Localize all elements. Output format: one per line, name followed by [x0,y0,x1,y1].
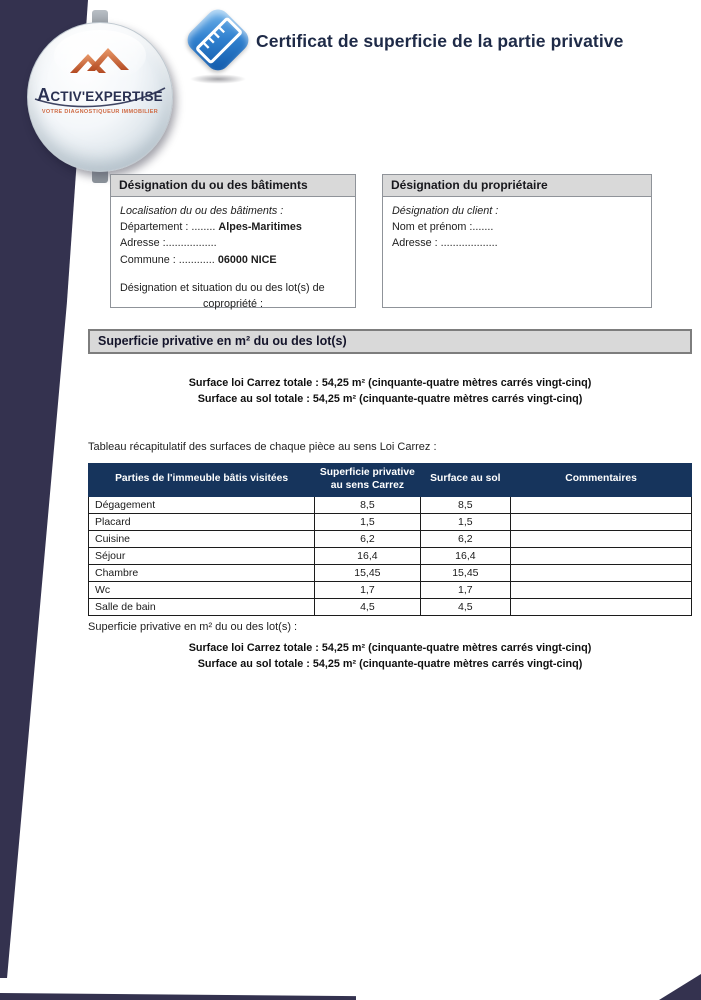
floor-cell: 1,5 [420,513,510,530]
location-label: Localisation du ou des bâtiments : [120,205,284,217]
col-header-floor: Surface au sol [420,464,510,497]
floor-total-line: Surface au sol totale : 54,25 m² (cinquante-quatre mètres carrés vingt-cinq) [197,658,583,671]
table-header-row [89,464,692,497]
buildings-box-header: Désignation du ou des bâtiments [111,175,355,197]
room-cell: Séjour [89,547,315,564]
lots-line1: Désignation et situation du ou des lot(s) de [120,281,325,294]
owner-box [382,174,652,308]
commune-value: 06000 NICE [217,253,277,266]
table-row [89,530,692,547]
room-cell: Dégagement [89,496,315,513]
carrez-cell: 8,5 [315,496,421,513]
buildings-box-body [111,197,355,318]
logo-brand-text: ACTIV'EXPERTISE [37,85,163,105]
col-header-carrez: Superficie privative au sens Carrez [315,464,421,497]
carrez-total-line: Surface loi Carrez totale : 54,25 m² (cinquante-quatre mètres carrés vingt-cinq) [188,377,592,389]
commune-label: Commune : ............ [120,253,215,266]
departement-label: Département : ........ [120,221,216,234]
lots-designation [120,280,346,312]
below-table-label: Superficie privative en m² du ou des lot(s) : [88,621,298,633]
totals-top [88,375,692,407]
carrez-cell: 16,4 [315,547,421,564]
surface-table [88,463,692,616]
floor-total-line: Surface au sol totale : 54,25 m² (cinquante-quatre mètres carrés vingt-cinq) [197,393,583,406]
owner-box-body [383,197,651,258]
table-row [89,598,692,615]
owner-box-header: Désignation du propriétaire [383,175,651,197]
table-row [89,513,692,530]
table-row [89,564,692,581]
floor-cell: 8,5 [420,496,510,513]
room-cell: Cuisine [89,530,315,547]
bottom-right-corner-band [659,974,701,1000]
floor-cell: 6,2 [420,530,510,547]
carrez-cell: 1,5 [315,513,421,530]
measure-badge-shadow [189,74,247,84]
comment-cell [511,530,692,547]
table-row [89,547,692,564]
table-row [89,496,692,513]
carrez-cell: 6,2 [315,530,421,547]
lots-line2: copropriété : [202,297,263,310]
client-label: Désignation du client : [392,205,499,217]
room-cell: Wc [89,581,315,598]
comment-cell [511,564,692,581]
floor-cell: 16,4 [420,547,510,564]
floor-cell: 1,7 [420,581,510,598]
measure-badge [180,6,258,86]
room-cell: Chambre [89,564,315,581]
owner-adresse-line: Adresse : ................... [392,237,498,250]
carrez-cell: 1,7 [315,581,421,598]
logo-tagline-text: VOTRE DIAGNOSTIQUEUR IMMOBILIER [41,109,159,115]
house-roof-icon [68,43,132,75]
floor-cell: 15,45 [420,564,510,581]
owner-name-line: Nom et prénom :....... [392,221,494,234]
table-intro: Tableau récapitulatif des surfaces de chaque pièce au sens Loi Carrez : [88,441,437,453]
room-cell: Salle de bain [89,598,315,615]
comment-cell [511,581,692,598]
comment-cell [511,496,692,513]
comment-cell [511,598,692,615]
floor-cell: 4,5 [420,598,510,615]
activ-expertise-logo [24,8,176,183]
logo-badge-circle [27,22,173,172]
page-title: Certificat de superficie de la partie privative [256,31,624,51]
carrez-cell: 4,5 [315,598,421,615]
comment-cell [511,547,692,564]
col-header-rooms: Parties de l'immeuble bâtis visitées [89,464,315,497]
commune-line [120,252,346,268]
section-bar-superficie: Superficie privative en m² du ou des lot(s) [88,329,692,354]
totals-bottom [88,640,692,672]
bottom-left-band [0,993,356,1000]
room-cell: Placard [89,513,315,530]
table-row [89,581,692,598]
adresse-line: Adresse :................. [120,237,217,250]
carrez-cell: 15,45 [315,564,421,581]
col-header-comments: Commentaires [511,464,692,497]
comment-cell [511,513,692,530]
departement-value: Alpes-Maritimes [218,221,302,234]
carrez-total-line: Surface loi Carrez totale : 54,25 m² (cinquante-quatre mètres carrés vingt-cinq) [188,642,592,654]
departement-line [120,219,346,235]
buildings-box [110,174,356,308]
